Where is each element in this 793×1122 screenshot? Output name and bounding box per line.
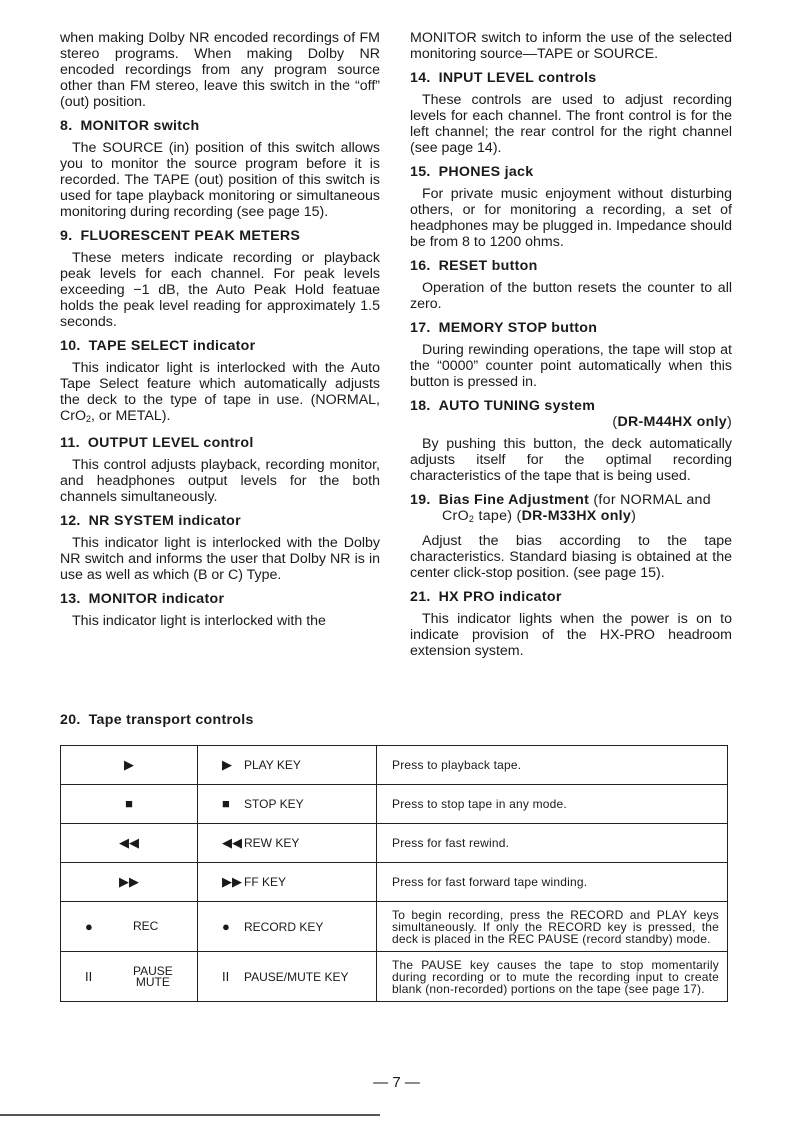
right-column [410, 30, 732, 659]
play-icon: ▶ [222, 757, 232, 772]
rewind-icon: ◀◀ [222, 835, 242, 850]
heading-10: 10. TAPE SELECT indicator [60, 338, 256, 354]
table-row [61, 746, 728, 785]
fast-forward-icon: ▶▶ [222, 874, 242, 889]
table-row [61, 902, 728, 952]
stop-icon: ■ [125, 796, 133, 811]
heading-15: 15. PHONES jack [410, 164, 534, 180]
heading-16: 16. RESET button [410, 258, 538, 274]
play-icon: ▶ [124, 757, 134, 772]
heading-13: 13. MONITOR indicator [60, 591, 225, 607]
heading-18-model-note: (DR-M44HX only) [612, 414, 732, 430]
body-11: This control adjusts playback, recording monitor, and headphones output levels for the both channels simultaneously. [60, 457, 380, 505]
body-15: For private music enjoyment without disturbing others, or for monitoring a recording, a set of headphones may be plugged in. Impedance should be from 8 to 1200 ohms. [410, 186, 732, 250]
key-name: RECORD KEY [244, 919, 324, 934]
fast-forward-icon: ▶▶ [119, 874, 139, 889]
body-19: Adjust the bias according to the tape characteristics. Standard biasing is obtained at the center click-stop position. (see page 15). [410, 533, 732, 581]
body-9: These meters indicate recording or playback peak levels for each channel. For peak levels exceeding −1 dB, the Auto Peak Hold featuae holds the peak level reading for approximately 1.5 seconds. [60, 250, 380, 330]
body-18: By pushing this button, the deck automatically adjusts itself for the optimal recording characteristics of the tape that is being used. [410, 436, 732, 484]
body-8: The SOURCE (in) position of this switch allows you to monitor the source program before it is recorded. The TAPE (out) position of this switch is used for tape playback monitoring or simultaneous monitoring during recording (see page 15). [60, 140, 380, 220]
body-10: This indicator light is interlocked with the Auto Tape Select feature which automatically adjusts the deck to the type of tape in use. (NORMAL, CrO$_2$, or METAL). [60, 360, 380, 424]
heading-19-model-note: CrO$_2$ tape) (DR-M33HX only) [442, 508, 637, 524]
stop-icon: ■ [222, 796, 230, 811]
key-description: To begin recording, press the RECORD and PLAY keys simultaneously. If only the RECORD key is pressed, the deck is placed in the REC PAUSE (record standby) mode. [392, 907, 719, 946]
key-name: FF KEY [244, 875, 287, 889]
key-description: Press for fast rewind. [392, 836, 510, 850]
key-name: PLAY KEY [244, 758, 301, 772]
heading-11: 11. OUTPUT LEVEL control [60, 435, 254, 451]
body-16: Operation of the button resets the counter to all zero. [410, 280, 732, 312]
left-intro: when making Dolby NR encoded recordings of FM stereo programs. When making Dolby NR encoded recordings from any program source other than FM stereo, leave this switch in the “off” (out) position. [60, 30, 380, 110]
key-name: PAUSE/MUTE KEY [244, 969, 349, 984]
key-name: REW KEY [244, 836, 300, 850]
table-row [61, 952, 728, 1002]
body-14: These controls are used to adjust recording levels for each channel. The front control is for the left channel; the rear control for the right channel (see page 14). [410, 92, 732, 156]
page-number: — 7 — [373, 1074, 420, 1091]
pause-icon: II [222, 968, 230, 984]
right-intro: MONITOR switch to inform the use of the selected monitoring source—TAPE or SOURCE. [410, 30, 732, 62]
key-description: Press for fast forward tape winding. [392, 875, 588, 889]
table-row [61, 824, 728, 863]
heading-19: 19. Bias Fine Adjustment (for NORMAL and CrO$_2$ tape) (DR-M33HX only) [410, 492, 732, 527]
key-description: Press to playback tape. [392, 758, 522, 772]
rewind-icon: ◀◀ [119, 835, 139, 850]
heading-14: 14. INPUT LEVEL controls [410, 70, 597, 86]
pause-icon: II [85, 968, 93, 984]
heading-20: 20. Tape transport controls [60, 712, 254, 728]
body-21: This indicator lights when the power is on to indicate provision of the HX-PRO headroom extension system. [410, 611, 732, 659]
body-13: This indicator light is interlocked with the [72, 613, 326, 629]
body-17: During rewinding operations, the tape will stop at the “0000” counter point automatically when this button is pressed in. [410, 342, 732, 390]
record-icon: ● [85, 918, 93, 934]
heading-17: 17. MEMORY STOP button [410, 320, 598, 336]
heading-9: 9. FLUORESCENT PEAK METERS [60, 228, 301, 244]
heading-12: 12. NR SYSTEM indicator [60, 513, 241, 529]
key-label: REC [133, 919, 159, 933]
record-icon: ● [222, 918, 230, 934]
table-row [61, 785, 728, 824]
heading-8: 8. MONITOR switch [60, 118, 200, 134]
body-12: This indicator light is interlocked with the Dolby NR switch and informs the user that Dolby NR is in use as well as which (B or C) Type. [60, 535, 380, 583]
key-label: PAUSE MUTE [133, 963, 173, 989]
left-column [60, 30, 380, 629]
heading-21: 21. HX PRO indicator [410, 589, 562, 605]
key-description: The PAUSE key causes the tape to stop momentarily during recording or to mute the recording input to create blank (non-recorded) portions on the tape (see page 17). [392, 957, 719, 996]
key-description: Press to stop tape in any mode. [392, 797, 567, 811]
transport-controls-table [60, 745, 728, 1002]
table-row [61, 863, 728, 902]
bottom-rule [0, 1114, 380, 1116]
key-name: STOP KEY [244, 797, 304, 811]
heading-18: 18. AUTO TUNING system (DR-M44HX only) [410, 398, 732, 430]
